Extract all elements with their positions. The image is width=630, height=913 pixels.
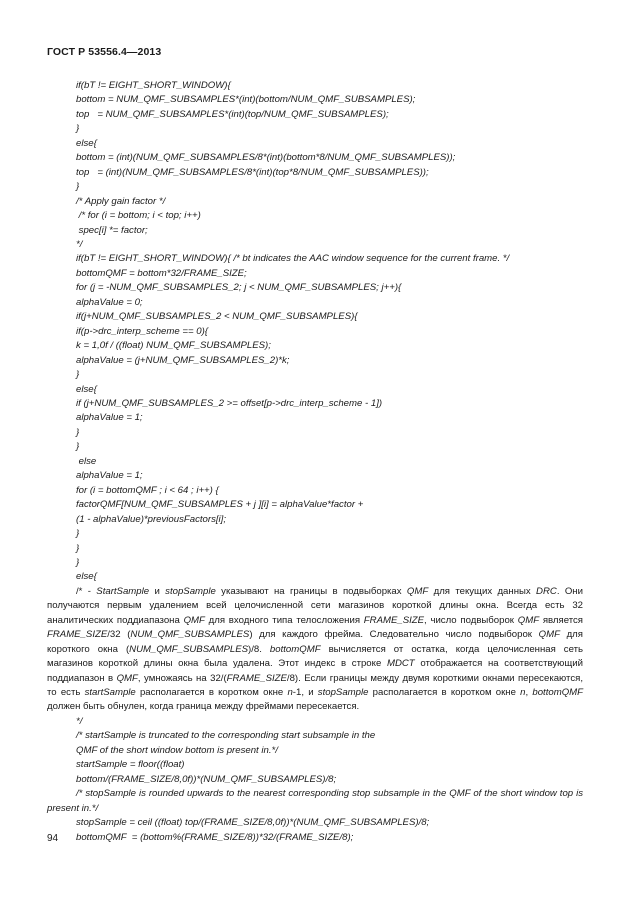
code-line: } — [76, 542, 80, 554]
code-line: k = 1,0f / ((float) NUM_QMF_SUBSAMPLES); — [76, 340, 271, 352]
code-line: alphaValue = 1; — [76, 470, 143, 482]
code-line: spec[i] *= factor; — [76, 224, 148, 236]
code-line: QMF of the short window bottom is present in.*/ — [76, 744, 278, 756]
code-line: factorQMF[NUM_QMF_SUBSAMPLES + j ][i] = alphaValue*factor + — [76, 499, 364, 511]
code-line: alphaValue = (j+NUM_QMF_SUBSAMPLES_2)*k; — [76, 354, 290, 366]
code-line: } — [76, 181, 80, 193]
code-top-section — [47, 79, 583, 585]
code-line: for (i = bottomQMF ; i < 64 ; i++) { — [76, 484, 219, 496]
code-line: alphaValue = 0; — [76, 296, 143, 308]
code-line: alphaValue = 1; — [76, 412, 143, 424]
code-line: } — [76, 528, 80, 540]
code-line: } — [76, 426, 80, 438]
code-listing — [47, 79, 583, 845]
explanation-paragraph: /* - StartSample и stopSample указывают на границы в подвыборках QMF для текущих данных DRC. Они получаются первым удалением всей целочисленной сети магазинов короткой длины окна. Всегда есть 32 аналитических поддиапазона QMF для входного типа телосложения FRAME_SIZE, число подвыборок QMF является FRAME_SIZE/32 (NUM_QMF_SUBSAMPLES) для каждого фрейма. Следовательно число подвыборок QMF для короткого окна (NUM_QMF_SUBSAMPLES)/8. bottomQMF вычисляется от остатка, когда целочисленная сеть магазинов короткой длины окна была удалена. Этот индекс в строке MDCT отображается на соответствующий поддиапазон в QMF, умножаясь на 32/(FRAME_SIZE/8). Если границы между двумя короткими окнами пересекаются, то есть startSample располагается в коротком окне n-1, и stopSample располагается в коротком окне n, bottomQMF должен быть обнулен, когда граница между фреймами пересекается. — [47, 585, 584, 713]
code-line: bottom = (int)(NUM_QMF_SUBSAMPLES/8*(int)(bottom*8/NUM_QMF_SUBSAMPLES)); — [76, 152, 456, 164]
code-line: if (j+NUM_QMF_SUBSAMPLES_2 >= offset[p->drc_interp_scheme - 1]) — [76, 397, 383, 409]
code-line: top = NUM_QMF_SUBSAMPLES*(int)(top/NUM_QMF_SUBSAMPLES); — [76, 108, 389, 120]
code-line: if(p->drc_interp_scheme == 0){ — [76, 325, 208, 337]
code-line: } — [76, 369, 80, 381]
code-line: /* startSample is truncated to the corresponding start subsample in the — [76, 730, 376, 742]
code-line: else — [76, 455, 97, 467]
code-line: bottom/(FRAME_SIZE/8,0f))*(NUM_QMF_SUBSAMPLES)/8; — [76, 773, 337, 785]
code-line: /* Apply gain factor */ — [76, 195, 166, 207]
code-line: bottomQMF = bottom*32/FRAME_SIZE; — [76, 267, 247, 279]
code-line: else{ — [76, 571, 97, 583]
code-mid-section — [47, 715, 583, 787]
code-line: if(bT != EIGHT_SHORT_WINDOW){ — [76, 80, 231, 91]
code-line: bottom = NUM_QMF_SUBSAMPLES*(int)(bottom/NUM_QMF_SUBSAMPLES); — [76, 94, 416, 106]
code-line: (1 - alphaValue)*previousFactors[i]; — [76, 513, 227, 525]
code-line: for (j = -NUM_QMF_SUBSAMPLES_2; j < NUM_QMF_SUBSAMPLES; j++){ — [76, 282, 402, 294]
code-line: stopSample = ceil ((float) top/(FRAME_SIZE/8,0f))*(NUM_QMF_SUBSAMPLES)/8; — [76, 817, 430, 829]
standard-header: ГОСТ Р 53556.4—2013 — [47, 46, 162, 58]
code-line: startSample = floor((float) — [76, 759, 185, 771]
page-number: 94 — [47, 833, 59, 844]
code-line: /* for (i = bottom; i < top; i++) — [76, 210, 201, 222]
code-line: top = (int)(NUM_QMF_SUBSAMPLES/8*(int)(top*8/NUM_QMF_SUBSAMPLES)); — [76, 166, 429, 178]
code-comment-wrapped: /* stopSample is rounded upwards to the nearest corresponding stop subsample in the QMF of the short window top is present in.*/ — [47, 788, 583, 814]
code-line: } — [76, 556, 80, 568]
code-line: } — [76, 441, 80, 453]
code-line: if(j+NUM_QMF_SUBSAMPLES_2 < NUM_QMF_SUBSAMPLES){ — [76, 311, 358, 323]
code-line: */ — [76, 238, 83, 250]
code-line: bottomQMF = (bottom%(FRAME_SIZE/8))*32/(FRAME_SIZE/8); — [76, 831, 354, 843]
code-line: } — [76, 123, 80, 135]
code-line: else{ — [76, 137, 97, 149]
code-line: else{ — [76, 383, 97, 395]
code-line: if(bT != EIGHT_SHORT_WINDOW){ /* bt indicates the AAC window sequence for the current frame. */ — [76, 253, 510, 265]
code-end-section — [47, 816, 583, 845]
code-line: */ — [76, 715, 83, 727]
